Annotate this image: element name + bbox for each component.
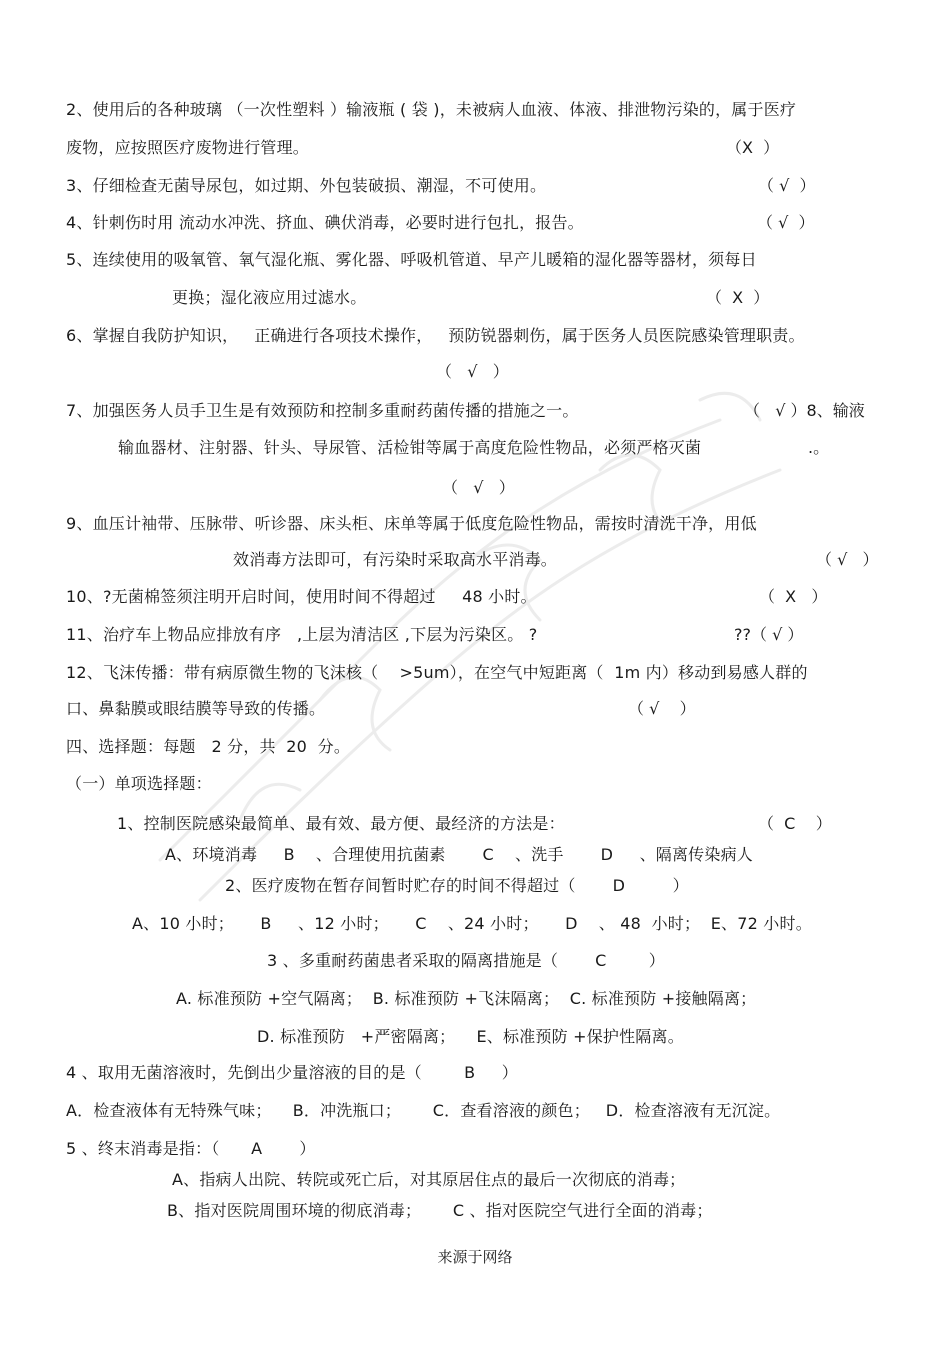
question-5-line1: 5、连续使用的吸氧管、氧气湿化瓶、雾化器、呼吸机管道、早产儿暖箱的湿化器等器材，须每日 (66, 250, 757, 269)
question-4-answer: （ √ ） (757, 213, 815, 232)
mc-4-options: A．检查液体有无特殊气味； B．冲洗瓶口； C．查看溶液的颜色； D．检查溶液有无沉淀。 (66, 1101, 781, 1120)
section-4-title: 四、选择题：每题 2 分，共 20 分。 (66, 737, 351, 756)
question-4-text: 4、针刺伤时用 流动水冲洗、挤血、碘伏消毒，必要时进行包扎，报告。 (66, 213, 584, 232)
question-6-answer: （ √ ） (436, 362, 509, 381)
mc-3-options-1: A. 标准预防 +空气隔离； B. 标准预防 +飞沫隔离； C. 标准预防 +接触隔离； (176, 989, 757, 1008)
mc-1-stem: 1、控制医院感染最简单、最有效、最方便、最经济的方法是： (117, 814, 565, 833)
mc-2-stem: 2、医疗废物在暂存间暂时贮存的时间不得超过（ D ） (225, 876, 689, 895)
mc-5-stem: 5 、终末消毒是指：（ A ） (66, 1139, 316, 1158)
mc-3-options-2: D. 标准预防 +严密隔离； E、标准预防 +保护性隔离。 (257, 1027, 684, 1046)
question-5-line2: 更换；湿化液应用过滤水。 (172, 288, 367, 307)
question-2-line1: 2、使用后的各种玻璃 （一次性塑料 ）输液瓶 ( 袋 )，未被病人血液、体液、排泄物污染的，属于医疗 (66, 100, 797, 119)
mc-3-stem: 3 、多重耐药菌患者采取的隔离措施是（ C ） (267, 951, 665, 970)
question-9-line1: 9、血压计袖带、压脉带、听诊器、床头柜、床单等属于低度危险性物品，需按时清洗干净，用低 (66, 514, 757, 533)
mc-1-options: A、环境消毒 B 、合理使用抗菌素 C 、洗手 D 、隔离传染病人 (165, 845, 753, 864)
question-9-answer: （ √ ） (816, 550, 879, 569)
mc-1-answer: （ C ） (758, 814, 832, 833)
question-7-text: 7、加强医务人员手卫生是有效预防和控制多重耐药菌传播的措施之一。 (66, 401, 579, 420)
question-8-answer: （ √ ） (442, 478, 515, 497)
question-9-line2: 效消毒方法即可，有污染时采取高水平消毒。 (233, 550, 558, 569)
mc-5-options-2: B、指对医院周围环境的彻底消毒； C 、指对医院空气进行全面的消毒； (167, 1201, 713, 1220)
question-11-answer: ??（ √ ） (734, 625, 804, 644)
question-8-text: 输血器材、注射器、针头、导尿管、活检钳等属于高度危险性物品，必须严格灭菌 (118, 438, 702, 457)
question-5-answer: （ X ） (706, 288, 770, 307)
mc-4-stem: 4 、取用无菌溶液时，先倒出少量溶液的目的是（ B ） (66, 1063, 518, 1082)
question-3-text: 3、仔细检查无菌导尿包，如过期、外包装破损、潮湿，不可使用。 (66, 176, 547, 195)
question-2-answer: （X ） (726, 138, 780, 157)
question-3-answer: （ √ ） (758, 176, 816, 195)
question-10-text: 10、?无菌棉签须注明开启时间，使用时间不得超过 48 小时。 (66, 587, 537, 606)
question-8-suffix: .。 (808, 438, 830, 457)
question-2-line2: 废物，应按照医疗废物进行管理。 (66, 138, 310, 157)
question-6-text: 6、掌握自我防护知识， 正确进行各项技术操作， 预防锐器刺伤，属于医务人员医院感染管理职责。 (66, 326, 805, 345)
question-11-text: 11、治疗车上物品应排放有序 ,上层为清洁区 ,下层为污染区。 ? (66, 625, 538, 644)
mc-5-options-1: A、指病人出院、转院或死亡后，对其原居住点的最后一次彻底的消毒； (172, 1170, 686, 1189)
question-10-answer: （ X ） (759, 587, 828, 606)
page-footer: 来源于网络 (437, 1248, 513, 1266)
mc-2-options: A、10 小时； B 、12 小时； C 、24 小时； D 、 48 小时； E、72 小时。 (132, 914, 812, 933)
question-7-answer: （ √ ）8、输液 (744, 401, 865, 420)
question-12-answer: （ √ ） (628, 699, 696, 718)
question-12-line1: 12、飞沫传播：带有病原微生物的飞沫核（ >5um），在空气中短距离（ 1m 内）移动到易感人群的 (66, 663, 808, 682)
question-12-line2: 口、鼻黏膜或眼结膜等导致的传播。 (66, 699, 326, 718)
section-4-subtitle: （一）单项选择题： (66, 774, 212, 793)
